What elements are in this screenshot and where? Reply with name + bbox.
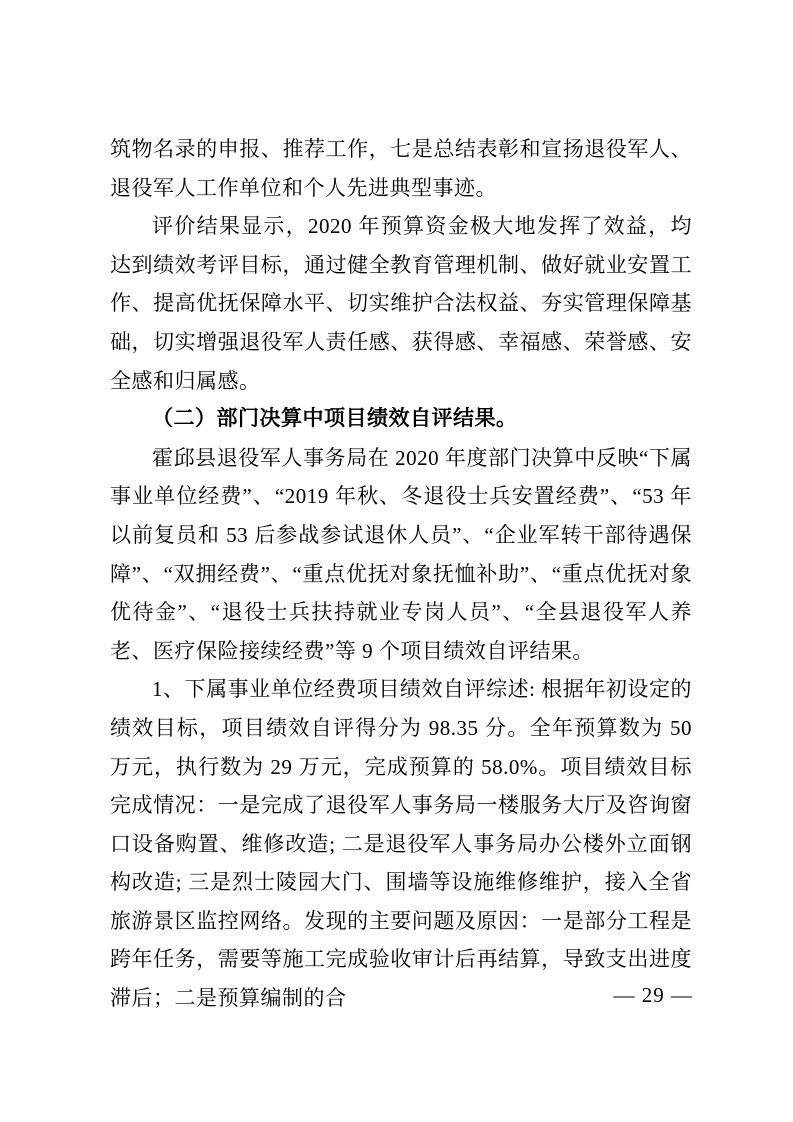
paragraph-evaluation-results: 评价结果显示，2020 年预算资金极大地发挥了效益，均达到绩效考评目标，通过健全教育管理机制、做好就业安置工作、提高优抚保障水平、切实维护合法权益、夯实管理保障基础，切实增强退役军人责任感、获得感、幸福感、荣誉感、安全感和归属感。 (110, 214, 692, 393)
section-heading: （二）部门决算中项目绩效自评结果。 (152, 407, 518, 431)
paragraph-project-list: 霍邱县退役军人事务局在 2020 年度部门决算中反映“下属事业单位经费”、“2019 年秋、冬退役士兵安置经费”、“53 年以前复员和 53 后参战参试退休人员”、“企业军转干部待遇保障”、“双拥经费”、“重点优抚对象抚恤补助”、“重点优抚对象优待金”、“退役士兵扶持就业专岗人员”、“全县退役军人养老、医疗保险接续经费”等 9 个项目绩效自评结果。 (110, 445, 692, 663)
page-number: — 29 — (613, 983, 693, 1007)
paragraph-continued: 筑物名录的申报、推荐工作，七是总结表彰和宣扬退役军人、退役军人工作单位和个人先进典型事迹。 (110, 137, 692, 200)
document-content (110, 130, 692, 1018)
paragraph-project-1-self-evaluation: 1、下属事业单位经费项目绩效自评综述: 根据年初设定的绩效目标，项目绩效自评得分为 98.35 分。全年预算数为 50 万元，执行数为 29 万元，完成预算的 58.0%。项目绩效目标完成情况：一是完成了退役军人事务局一楼服务大厅及咨询窗口设备购置、维修改造; 二是退役军人事务局办公楼外立面钢构改造; 三是烈士陵园大门、围墙等设施维修维护，接入全省旅游景区监控网络。发现的主要问题及原因：一是部分工程是跨年任务，需要等施工完成验收审计后再结算，导致支出进度滞后；二是预算编制的合 (110, 677, 692, 1011)
